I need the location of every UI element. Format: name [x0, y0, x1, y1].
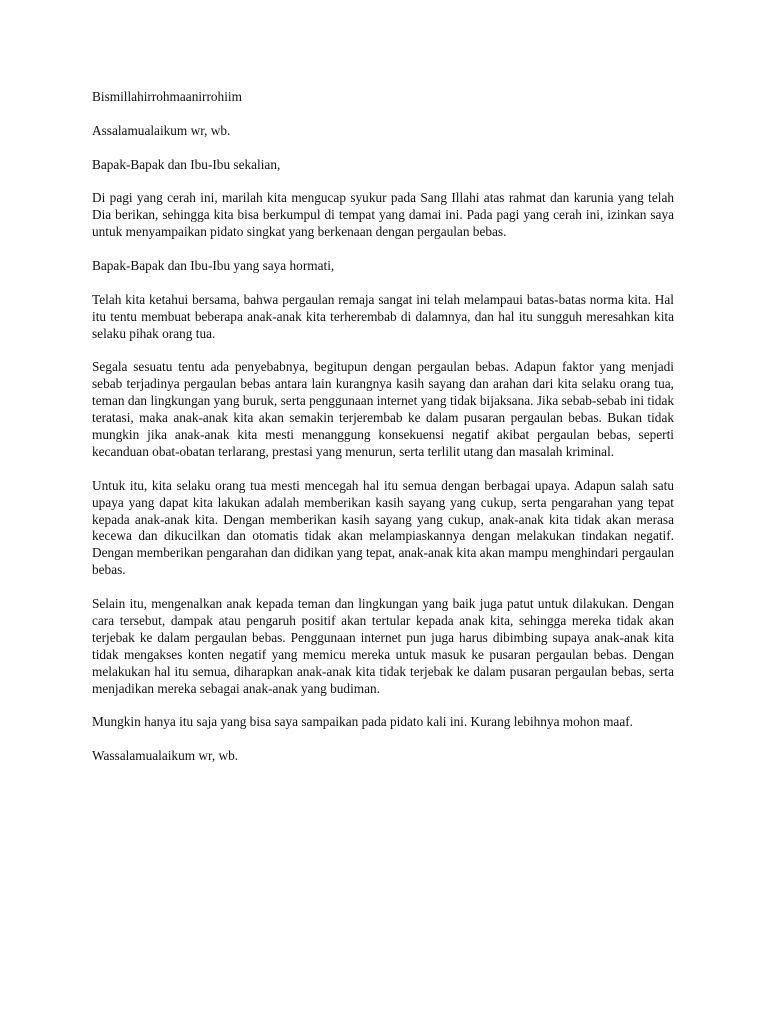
document-body	[92, 89, 674, 782]
paragraph-prevention: Untuk itu, kita selaku orang tua mesti mencegah hal itu semua dengan berbagai upaya. Adapun salah satu upaya yang dapat kita lakukan adalah memberikan kasih sayang yang cukup, serta pengarahan yang tepat kepada anak-anak kita. Dengan memberikan kasih sayang yang cukup, anak-anak kita tidak akan merasa kecewa dan dikucilkan dan otomatis tidak akan melampiaskannya dengan melakukan tindakan negatif. Dengan memberikan pengarahan dan didikan yang tepat, anak-anak kita akan mampu menghindari pergaulan bebas.	[92, 477, 675, 578]
paragraph-context: Telah kita ketahui bersama, bahwa pergaulan remaja sangat ini telah melampaui batas-batas norma kita. Hal itu tentu membuat beberapa anak-anak kita terherembab di dalamnya, dan hal itu sungguh meresahkan kita selaku pihak orang tua.	[92, 291, 674, 341]
paragraph-causes: Segala sesuatu tentu ada penyebabnya, begitupun dengan pergaulan bebas. Adapun faktor yang menjadi sebab terjadinya pergaulan bebas antara lain kurangnya kasih sayang dan arahan dari kita selaku orang tua, teman dan lingkungan yang buruk, serta penggunaan internet yang tidak bijaksana. Jika sebab-sebab ini tidak teratasi, maka anak-anak kita akan semakin terjerembab ke dalam pusaran pergaulan bebas. Bukan tidak mungkin jika anak-anak kita mesti menanggung konsekuensi negatif akibat pergaulan bebas, seperti kecanduan obat-obatan terlarang, prestasi yang menurun, serta terlilit utang dan masalah kriminal.	[92, 359, 674, 459]
paragraph-conclusion: Mungkin hanya itu saja yang bisa saya sampaikan pada pidato kali ini. Kurang lebihnya mohon maaf.	[92, 714, 633, 730]
salutation-line-respected: Bapak-Bapak dan Ibu-Ibu yang saya hormati,	[92, 258, 335, 273]
paragraph-intro: Di pagi yang cerah ini, marilah kita mengucap syukur pada Sang Illahi atas rahmat dan karunia yang telah Dia berikan, sehingga kita bisa berkumpul di tempat yang damai ini. Pada pagi yang cerah ini, izinkan saya untuk menyampaikan pidato singkat yang berkenaan dengan pergaulan bebas.	[92, 190, 674, 240]
greeting-line: Assalamualaikum wr, wb.	[92, 122, 231, 138]
salutation-line: Bapak-Bapak dan Ibu-Ibu sekalian,	[92, 156, 281, 172]
opening-line: Bismillahirrohmaanirrohiim	[92, 89, 242, 104]
paragraph-environment: Selain itu, mengenalkan anak kepada teman dan lingkungan yang baik juga patut untuk dilakukan. Dengan cara tersebut, dampak atau pengaruh positif akan tertular kepada anak kita, sehingga mereka tidak akan terjebak ke dalam pergaulan bebas. Penggunaan internet pun juga harus dibimbing supaya anak-anak kita tidak mengakses konten negatif yang memicu mereka untuk masuk ke pusaran pergaulan bebas. Dengan melakukan hal itu semua, diharapkan anak-anak kita tidak terjebak ke dalam pusaran pergaulan bebas, serta menjadikan mereka sebagai anak-anak yang budiman.	[92, 596, 674, 696]
closing-line: Wassalamualaikum wr, wb.	[92, 748, 239, 764]
